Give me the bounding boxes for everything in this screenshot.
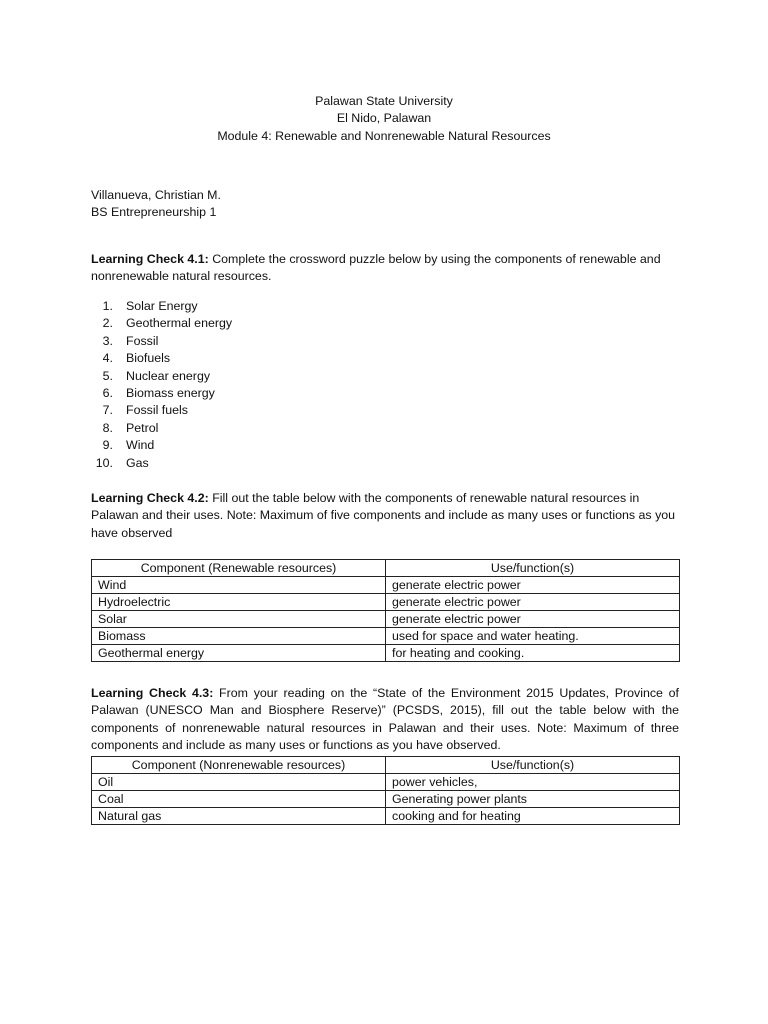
list-item: 9. Wind [102, 438, 155, 453]
column-header: Use/function(s) [386, 560, 680, 577]
table-header-row [92, 757, 680, 774]
use-cell: generate electric power [386, 594, 680, 611]
use-cell: used for space and water heating. [386, 628, 680, 645]
use-cell: power vehicles, [386, 774, 680, 791]
nonrenewable-resources-table [91, 756, 680, 825]
list-item: 4. Biofuels [102, 351, 171, 366]
component-cell: Coal [92, 791, 386, 808]
table-row [92, 577, 680, 594]
component-cell: Solar [92, 611, 386, 628]
table-header-row [92, 560, 680, 577]
component-cell: Hydroelectric [92, 594, 386, 611]
learning-check-2-label: Learning Check 4.2: [91, 491, 209, 505]
use-cell: for heating and cooking. [386, 645, 680, 662]
use-cell: generate electric power [386, 611, 680, 628]
component-cell: Wind [92, 577, 386, 594]
column-header: Component (Nonrenewable resources) [92, 757, 386, 774]
learning-check-2-text: Fill out the table below with the components of renewable natural resources in Palawan and their uses. Note: Maximum of five components and include as many uses or functions as you have observed [91, 491, 676, 540]
student-program: BS Entrepreneurship 1 [91, 205, 217, 220]
table-row [92, 611, 680, 628]
campus-location: El Nido, Palawan [336, 111, 432, 126]
list-item: 5. Nuclear energy [102, 368, 211, 383]
list-item: 10. Gas [95, 455, 149, 470]
component-cell: Natural gas [92, 808, 386, 825]
list-item: 7. Fossil fuels [102, 403, 188, 418]
table-row [92, 808, 680, 825]
learning-check-1-text: Complete the crossword puzzle below by using the components of renewable and nonrenewable natural resources. [91, 252, 661, 284]
table-row [92, 774, 680, 791]
university-name: Palawan State University [315, 94, 453, 108]
use-cell: generate electric power [386, 577, 680, 594]
module-title: Module 4: Renewable and Nonrenewable Natural Resources [217, 128, 551, 143]
list-item: 1. Solar Energy [102, 299, 198, 313]
learning-check-2-instructions [91, 490, 679, 542]
document-header [0, 93, 768, 145]
component-cell: Biomass [92, 628, 386, 645]
learning-check-3-text: From your reading on the “State of the Environment 2015 Updates, Province of Palawan (UNESCO Man and Biosphere Reserve)” (PCSDS, 2015), fill out the table below with the components of nonrenewable natural resources in Palawan and their uses. Note: Maximum of three components and include as many uses or functions as you have observed. [91, 686, 680, 753]
use-cell: Generating power plants [386, 791, 680, 808]
table-row [92, 791, 680, 808]
student-info [91, 187, 221, 222]
component-cell: Oil [92, 774, 386, 791]
table-row [92, 645, 680, 662]
renewable-resources-table [91, 559, 680, 662]
column-header: Component (Renewable resources) [92, 560, 386, 577]
answer-list [91, 298, 232, 472]
table-row [92, 628, 680, 645]
learning-check-3-label: Learning Check 4.3: [91, 686, 214, 700]
student-name: Villanueva, Christian M. [91, 188, 221, 202]
learning-check-1-label: Learning Check 4.1: [91, 252, 209, 266]
list-item: 6. Biomass energy [102, 385, 215, 400]
table-row [92, 594, 680, 611]
list-item: 8. Petrol [102, 420, 159, 435]
component-cell: Geothermal energy [92, 645, 386, 662]
column-header: Use/function(s) [386, 757, 680, 774]
list-item: 2. Geothermal energy [102, 316, 233, 331]
list-item: 3. Fossil [102, 333, 159, 348]
use-cell: cooking and for heating [386, 808, 680, 825]
learning-check-1-instructions [91, 251, 679, 286]
learning-check-3-instructions [91, 685, 679, 755]
